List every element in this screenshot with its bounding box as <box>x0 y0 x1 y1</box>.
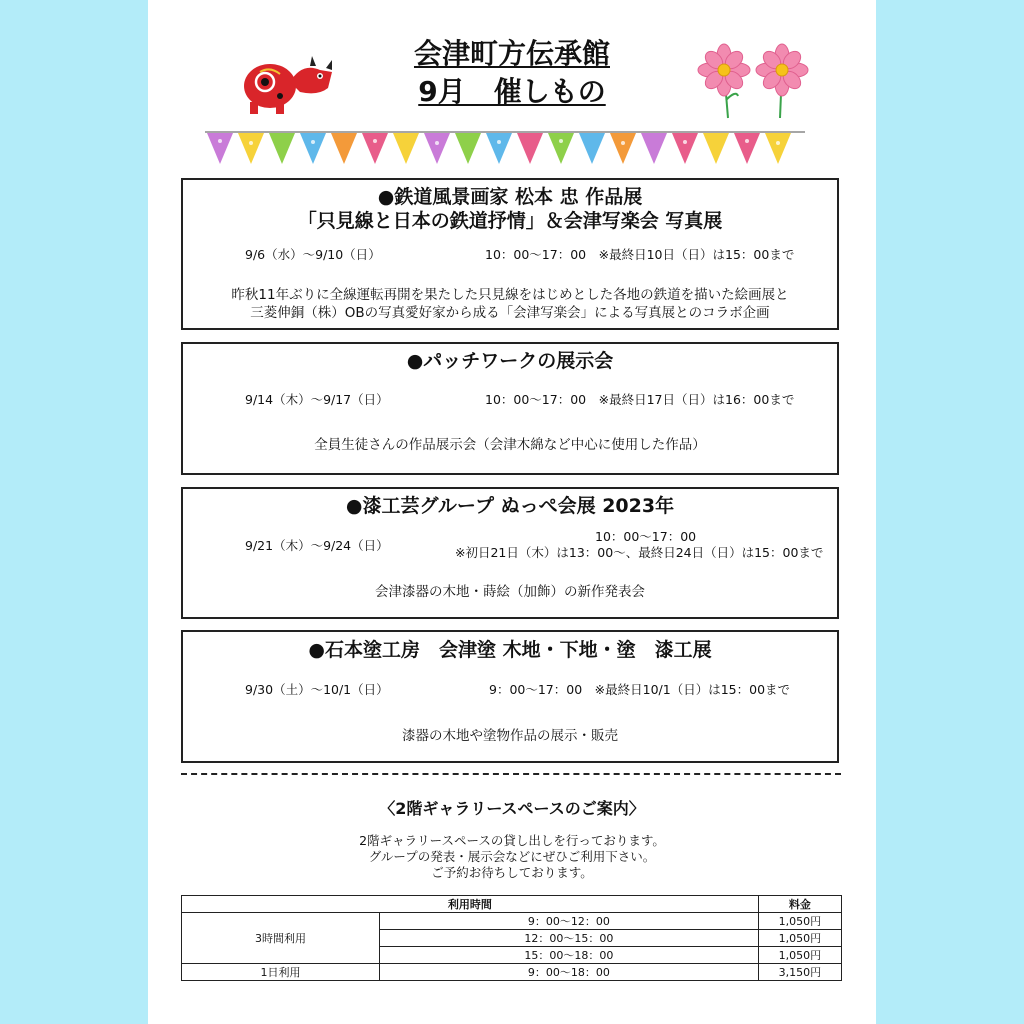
event-3-note: ※初日21日（木）は13：00～、最終日24日（日）は15：00まで <box>455 545 824 560</box>
event-1-description-2: 三菱伸銅（株）OBの写真愛好家から成る「会津写楽会」による写真展とのコラボ企画 <box>250 305 770 321</box>
table-row <box>182 913 842 930</box>
akabeko-cow-illustration <box>240 52 340 122</box>
event-4-description: 漆器の木地や塗物作品の展示・販売 <box>402 728 618 744</box>
table-cell-time: 9：00～18：00 <box>380 964 759 981</box>
event-3-hours: 10：00～17：00 <box>595 529 697 544</box>
gallery-line-1: 2階ギャラリースペースの貸し出しを行っております。 <box>359 833 665 848</box>
table-cell-fee: 3,150円 <box>758 964 841 981</box>
table-cell-fee: 1,050円 <box>758 913 841 930</box>
dashed-divider <box>181 773 841 775</box>
title-line-2: 9月 催しもの <box>418 75 606 108</box>
event-1-description-1: 昨秋11年ぶりに全線運転再開を果たした只見線をはじめとした各地の鉄道を描いた絵画展と <box>231 287 789 303</box>
event-box-4 <box>181 630 839 763</box>
event-box-1 <box>181 178 839 330</box>
table-cell-time: 9：00～12：00 <box>380 913 759 930</box>
event-4-dates: 9/30（土）～10/1（日） <box>245 682 389 697</box>
event-3-dates: 9/21（木）～9/24（日） <box>245 538 389 553</box>
event-2-dates: 9/14（木）～9/17（日） <box>245 392 389 407</box>
cosmos-flowers-illustration <box>692 40 812 120</box>
table-cell-time: 15：00～18：00 <box>380 947 759 964</box>
event-box-2 <box>181 342 839 475</box>
gallery-line-2: グループの発表・展示会などにぜひご利用下さい。 <box>368 849 656 864</box>
event-3-description: 会津漆器の木地・蒔絵（加飾）の新作発表会 <box>375 584 645 600</box>
event-2-description: 全員生徒さんの作品展示会（会津木綿など中心に使用した作品） <box>314 437 706 453</box>
event-2-heading: ●パッチワークの展示会 <box>406 350 614 372</box>
gallery-title: 〈2階ギャラリースペースのご案内〉 <box>379 799 645 818</box>
event-1-heading: ●鉄道風景画家 松本 忠 作品展 <box>377 186 643 208</box>
event-box-3 <box>181 487 839 619</box>
event-3-heading: ●漆工芸グループ ぬっぺ会展 2023年 <box>345 495 675 517</box>
table-label-day: 1日利用 <box>182 964 380 981</box>
event-4-hours: 9：00～17：00 ※最終日10/1（日）は15：00まで <box>489 682 791 697</box>
table-cell-fee: 1,050円 <box>758 930 841 947</box>
table-row <box>182 964 842 981</box>
gallery-line-3: ご予約お待ちしております。 <box>431 865 593 880</box>
event-2-hours: 10：00～17：00 ※最終日17日（日）は16：00まで <box>485 392 795 407</box>
table-cell-time: 12：00～15：00 <box>380 930 759 947</box>
table-header-time: 利用時間 <box>182 896 759 913</box>
table-cell-fee: 1,050円 <box>758 947 841 964</box>
title-line-1: 会津町方伝承館 <box>413 37 610 70</box>
table-header-row <box>182 896 842 913</box>
table-label-3h: 3時間利用 <box>182 913 380 964</box>
gallery-fee-table <box>181 895 842 981</box>
event-1-subheading: 「只見線と日本の鉄道抒情」＆会津写楽会 写真展 <box>297 210 723 232</box>
event-4-heading: ●石本塗工房 会津塗 木地・下地・塗 漆工展 <box>308 639 712 661</box>
table-header-fee: 料金 <box>758 896 841 913</box>
bunting-garland-decoration <box>205 130 805 168</box>
event-1-dates: 9/6（水）～9/10（日） <box>245 247 381 262</box>
event-1-hours: 10：00～17：00 ※最終日10日（日）は15：00まで <box>485 247 795 262</box>
